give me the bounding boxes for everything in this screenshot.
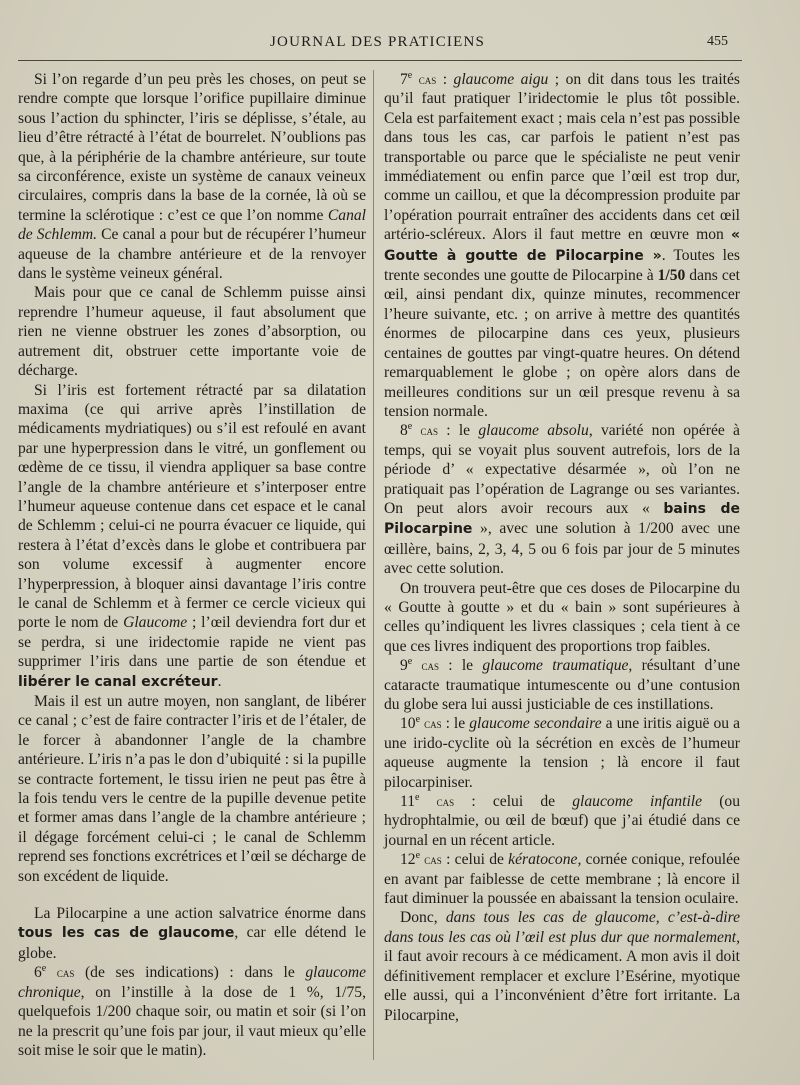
paragraph-conclusion: Donc, dans tous les cas de glaucome, c’est-à-dire dans tous les cas où l’œil est plus dur que normalement, il faut avoir recours à ce médicament. A mon avis il doit définitivement remplacer et exclure l’Esérine, myotique elle aussi, qui a l’inconvénient d’être fort irritante. La Pilocarpine, <box>384 909 740 1024</box>
column-divider <box>373 70 374 1060</box>
paragraph-cas-10: 10e cas : le glaucome secondaire a une iritis aiguë ou a une irido-cyclite où la sécrétion en excès de l’humeur aqueuse augmente la tension ; là encore il faut pilocarpiniser. <box>384 714 741 791</box>
page-number: 455 <box>707 34 728 49</box>
paragraph-cas-11: 11e cas : celui de glaucome infantile (ou hydrophtalmie, ou œil de bœuf) que j’ai étudié dans ce journal en un récent article. <box>384 791 740 849</box>
header-rule <box>18 60 742 61</box>
paragraph-canal-de-schlemm: Si l’on regarde d’un peu près les choses, on peut se rendre compte que lorsque l’orifice pupillaire diminue sous l’action du sphincter, l’iris se déplisse, s’étale, au lieu d’être rétracté à l’état de bourrelet. N’oublions pas que, à la périphérie de la chambre antérieure, sur toute sa circonférence, existe un système de canaux veineux circulaires, compris dans la base de la cornée, là où se termine la sclérotique : c’est ce que l’on nomme Canal de Schlemm. Ce canal a pour but de récupérer l’humeur aqueuse de la chambre antérieure et de la renvoyer dans le système veineux général. <box>18 71 366 283</box>
left-column <box>18 70 366 1060</box>
paragraph-cas-6: 6e cas (de ses indications) : dans le glaucome chronique, on l’instille à la dose de 1 %, 1/75, quelquefois 1/200 chaque soir, ou matin et soir (si l’on ne la prescrit qu’une fois par jour, il vaut mieux qu’elle soit mise le soir que le matin). <box>18 963 366 1059</box>
paragraph-pilocarpine-action: La Pilocarpine a une action salvatrice énorme dans tous les cas de glaucome, car elle détend le globe. <box>18 905 366 962</box>
paragraph-autre-moyen: Mais il est un autre moyen, non sanglant, de libérer ce canal ; c’est de faire contracter l’iris et de l’étaler, de le forcer à abandonner l’angle de la chambre antérieure. L’iris n’a pas le don d’ubiquité : si la pupille se contracte fortement, le tissu irien ne peut pas être à la fois tendu vers le centre de la pupille devenue petite et former amas dans l’angle de la chambre antérieure ; il dégage forcément celui-ci ; le canal de Schlemm reprend ses fonctions excrétrices et l’œil se décharge de son excédent de liquide. <box>18 693 366 885</box>
paragraph-iris-retracte: Si l’iris est fortement rétracté par sa dilatation maxima (ce qui arrive après l’instillation de médicaments mydriatiques) ou s’il est refoulé en avant par une hyperpression dans le vitré, un gonflement ou œdème de ce tissu, il viendra appliquer sa base contre l’angle de la chambre antérieure et s’interposer entre l’humeur aqueuse contenue dans cet espace et le canal de Schlemm ; celui-ci ne pourra évacuer ce liquide, qui restera à l’état d’excès dans le globe et contribuera par son volume excessif à augmenter encore l’hyperpression, à bloquer ainsi davantage l’iris contre le canal de Schlemm et à fermer ce cercle vicieux qui porte le nom de Glaucome ; l’œil deviendra fort dur et se perdra, si une iridectomie rapide ne vient pas supprimer l’iris dans une partie de son étendue et libérer le canal excréteur. <box>18 381 366 690</box>
running-title: JOURNAL DES PRATICIENS <box>270 34 486 50</box>
paragraph-cas-12: 12e cas : celui de kératocone, cornée conique, refoulée en avant par faiblesse de cette membrane ; là encore il faut diminuer la poussée en abaissant la tension oculaire. <box>384 850 740 908</box>
right-column <box>384 70 740 1025</box>
paragraph-cas-9: 9e cas : le glaucome traumatique, résultant d’une cataracte traumatique intumescente ou d’une contusion du globe sera lui aussi justiciable de ces instillations. <box>384 656 741 713</box>
page-header <box>0 34 800 54</box>
paragraph-absorption: Mais pour que ce canal de Schlemm puisse ainsi reprendre l’humeur aqueuse, il faut absolument que rien ne vienne obstruer les zones d’absorption, ou autrement dit, obstruer cette importante voie de décharge. <box>18 284 366 380</box>
paragraph-cas-8: 8e cas : le glaucome absolu, variété non opérée à temps, qui se voyait plus souvent autrefois, lors de la période d’ « expectative désarmée », où l’on ne pratiquait pas l’opération de Lagrange ou ses variantes. On peut alors avoir recours aux « bains de Pilocarpine », avec une solution à 1/200 avec une œillère, bains, 2, 3, 4, 5 ou 6 fois par jour de 5 minutes avec cette solution. <box>384 421 740 578</box>
paragraph-doses: On trouvera peut-être que ces doses de Pilocarpine du « Goutte à goutte » et du « bain » sont supérieures à celles qu’indiquent les livres classiques ; cela tient à ce que ces livres indiquent des proportions trop faibles. <box>384 579 740 655</box>
paragraph-cas-7: 7e cas : glaucome aigu ; on dit dans tous les traités qu’il faut pratiquer l’iridectomie le plus tôt possible. Cela est parfaitement exact ; mais cela n’est pas possible dans tous les cas, car parfois le patient n’est pas transportable ou parce que le spécialiste ne peut venir immédiatement ou enfin parce que l’œil est trop dur, comme un caillou, et que la décompression produite par l’opération pourrait entraîner des accidents dans cet œil artério-scléreux. Alors il faut mettre en œuvre mon « Goutte à goutte de Pilocarpine ». Toutes les trente secondes une goutte de Pilocarpine à 1/50 dans cet œil, ainsi pendant dix, quinze minutes, recommencer l’heure suivante, etc. ; on arrive à mettre des quantités énormes de pilocarpine dans ces yeux, plusieurs centaines de gouttes par vingt-quatre heures. On détend remarquablement le globe ; on opère alors dans de meilleures conditions sur un œil presque revenu à sa tension normale. <box>384 69 740 420</box>
